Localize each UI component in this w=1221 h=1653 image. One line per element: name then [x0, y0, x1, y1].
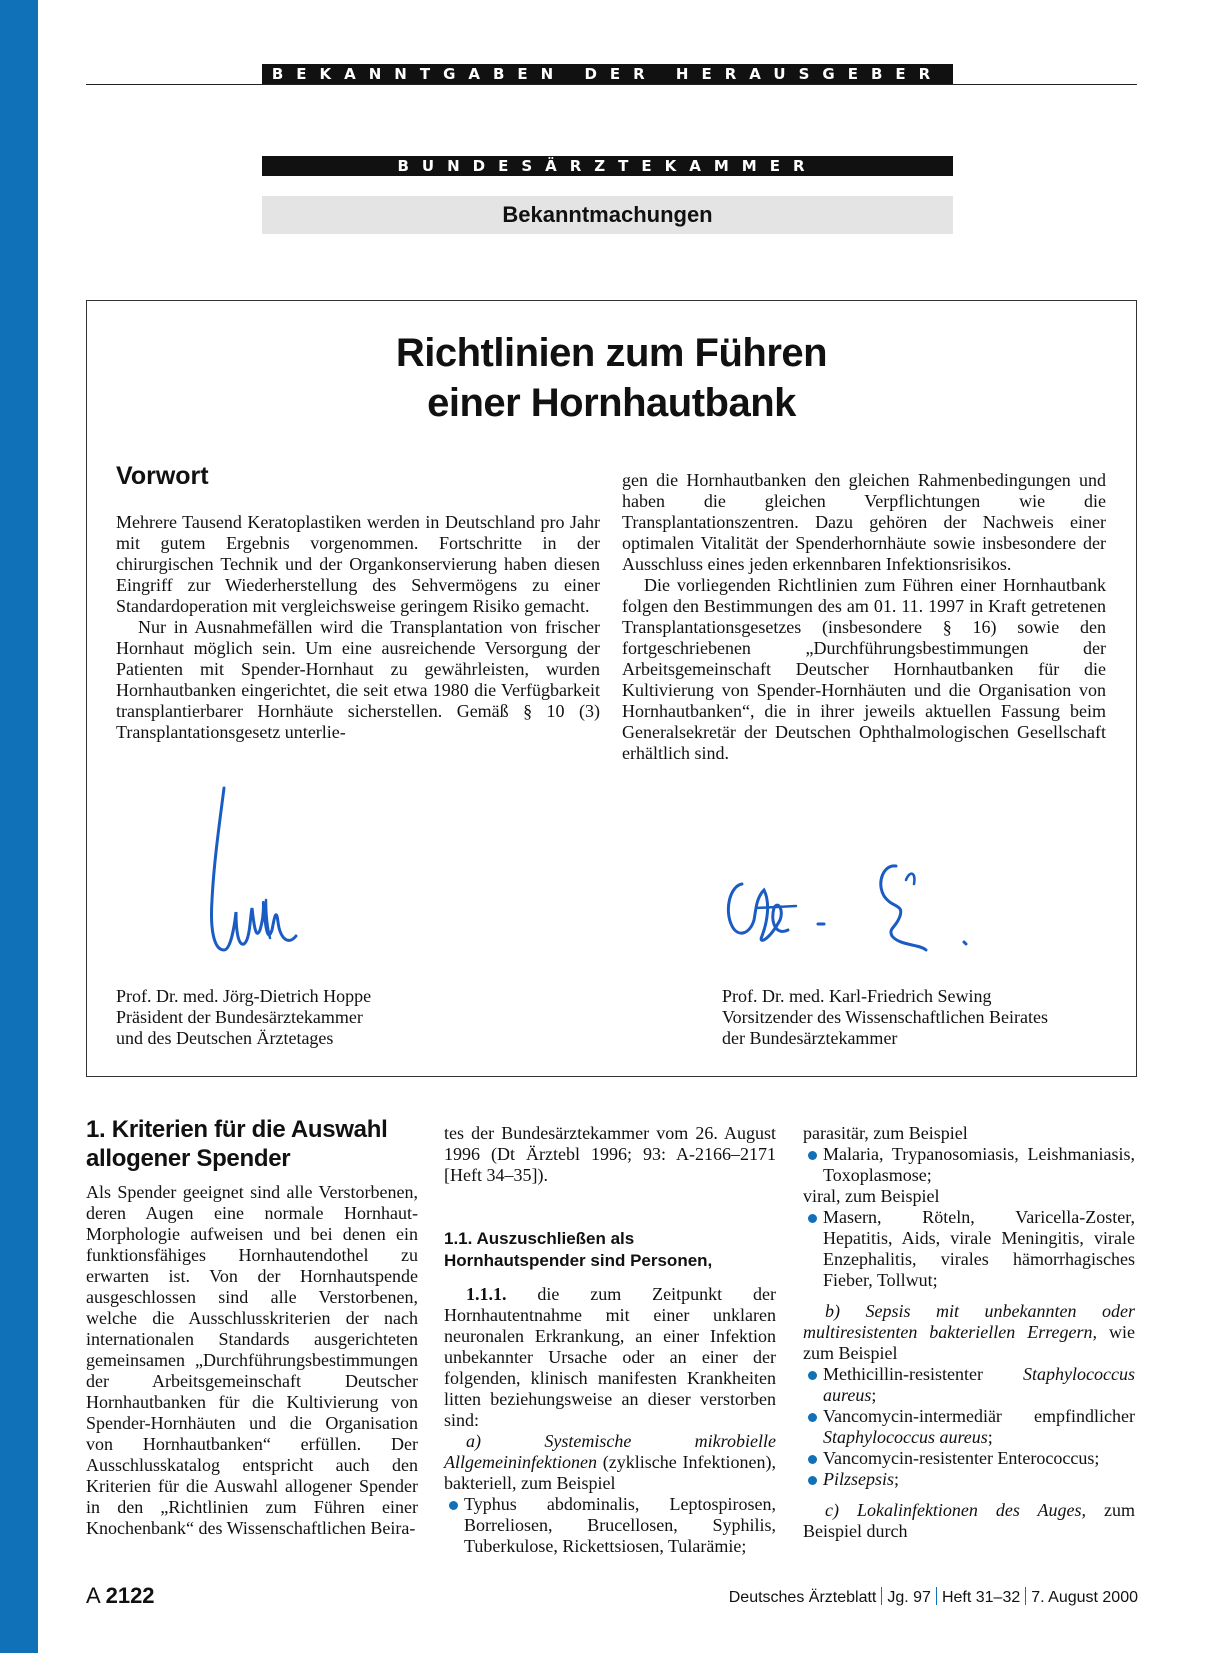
list-item: Vancomycin-resistenter Enterococcus;: [803, 1448, 1135, 1469]
signature-sewing: [720, 850, 980, 960]
preface-paragraph: Die vorliegenden Richtlinien zum Führen einer Hornhautbank folgen den Bestimmungen des am 01. 11. 1997 in Kraft getretenen Transplantationsgesetzes (insbesondere § 16) sowie den fortgeschriebenen „Durchführungsbestimmungen der Arbeitsgemeinschaft Deutscher Hornhautbanken für die Kultivierung von Spender-Hornhäuten und die Organisation von Hornhautbanken“, die in ihrer jeweils aktuellen Fassung beim Generalsekretär der Deutschen Ophthalmologischen Gesellschaft erhältlich sind.: [622, 575, 1106, 763]
body-column-1: [86, 1182, 418, 1539]
bullet-list: [803, 1207, 1135, 1291]
signatory-right: [722, 986, 1048, 1049]
separator: [1025, 1587, 1026, 1605]
item-a: [444, 1431, 776, 1494]
continuation-paragraph: tes der Bundesärztekammer vom 26. August 1996 (Dt Ärztebl 1996; 93: A-2166–2171 [Heft 34–35]).: [444, 1123, 776, 1185]
item-a-label: a) Systemische mikrobielle Allgemeininfektionen: [444, 1431, 776, 1472]
list-item: Masern, Röteln, Varicella-Zoster, Hepatitis, Aids, virale Meningitis, virale Enzephalitis, virales hämorrhagisches Fieber, Tollwut;: [803, 1207, 1135, 1291]
signatory-role: der Bundesärztekammer: [722, 1028, 898, 1048]
signature-hoppe: [200, 780, 340, 960]
body-column-2-items: [444, 1284, 776, 1557]
page-number-value: 2122: [105, 1583, 155, 1608]
item-paragraph: [444, 1284, 776, 1431]
list-item-text: Vancomycin-intermediär empfindlicher: [823, 1406, 1135, 1426]
bullet-list: [803, 1144, 1135, 1186]
preface-column-left: [116, 512, 600, 743]
parasitic-label: parasitär, zum Beispiel: [803, 1123, 968, 1143]
signatory-role: Vorsitzender des Wissenschaftlichen Beirates: [722, 1007, 1049, 1027]
list-item: Methicillin-resistenter Staphylococcus aureus;: [803, 1364, 1135, 1406]
volume: Jg. 97: [887, 1589, 931, 1606]
preface-paragraph: Mehrere Tausend Keratoplastiken werden in Deutschland pro Jahr mit gutem Ergebnis vorgenommen. Fortschritte in der chirurgischen Technik und der Organkonservierung haben diesen Eingriff zur Wiederherstellung des Sehvermögens zu einer Standardoperation mit vergleichsweise geringem Risiko gemacht.: [116, 512, 600, 616]
category-bar: Bekanntmachungen: [262, 196, 953, 234]
preface-paragraph: Nur in Ausnahmefällen wird die Transplantation von frischer Hornhaut möglich sein. Um eine ausreichende Versorgung der Patienten mit Spender-Hornhaut zu gewährleisten, wurden Hornhautbanken eingerichtet, die seit etwa 1980 die Verfügbarkeit transplantierbarer Hornhäute sicherstellen. Gemäß § 10 (3) Transplantationsgesetz unterlie-: [116, 617, 600, 742]
list-item: Vancomycin-intermediär empfindlicher Staphylococcus aureus;: [803, 1406, 1135, 1448]
signatory-role: und des Deutschen Ärztetages: [116, 1028, 334, 1048]
list-item-italic: Pilzsepsis: [823, 1469, 895, 1489]
item-b-rest: wie zum Beispiel: [803, 1322, 1136, 1363]
title-line-1: Richtlinien zum Führen: [395, 331, 828, 375]
page-number: [86, 1583, 155, 1609]
item-c-rest: zum Beispiel durch: [803, 1500, 1135, 1541]
subsection-heading: 1.1. Auszuschließen als Hornhautspender sind Personen,: [444, 1229, 713, 1270]
separator: [881, 1587, 882, 1605]
item-c: [803, 1500, 1135, 1542]
article-title: [86, 328, 1137, 428]
header-rule: [86, 84, 1137, 85]
item-b: [803, 1301, 1135, 1364]
list-item-italic: Staphylococcus aureus: [823, 1427, 988, 1447]
issue: Heft 31–32: [941, 1589, 1021, 1606]
item-b-label: b) Sepsis mit unbekannten oder multiresistenten bakteriellen Erregern,: [803, 1301, 1135, 1342]
journal-name: Deutsches Ärzteblatt: [728, 1589, 877, 1606]
item-number: 1.1.1.: [466, 1284, 507, 1304]
section-heading: 1. Kriterien für die Auswahl allogener Spender: [86, 1116, 388, 1172]
bullet-list: [444, 1494, 776, 1557]
item-text: die zum Zeitpunkt der Hornhautentnahme mit einer unklaren neuronalen Erkrankung, an einer Infektion unbekannter Ursache oder an einer der folgenden, klinisch manifesten Krankheiten litten beziehungsweise an dieser verstorben sind:: [444, 1284, 777, 1430]
preface-heading: Vorwort: [116, 462, 209, 490]
signatory-left: [116, 986, 371, 1049]
org-banner: BUNDESÄRZTEKAMMER: [262, 156, 953, 176]
body-column-3: [803, 1123, 1135, 1542]
title-line-2: einer Hornhautbank: [427, 381, 796, 425]
separator: [936, 1587, 937, 1605]
signatory-role: Präsident der Bundesärztekammer: [116, 1007, 363, 1027]
issue-date: 7. August 2000: [1031, 1589, 1138, 1606]
item-a-rest: (zyklische Infektionen), bakteriell, zum Beispiel: [444, 1452, 777, 1493]
list-item: Pilzsepsis;: [803, 1469, 1135, 1490]
item-c-label: c) Lokalinfektionen des Auges,: [825, 1500, 1087, 1520]
signatory-name: Prof. Dr. med. Jörg-Dietrich Hoppe: [116, 986, 372, 1006]
preface-column-right: [622, 470, 1106, 764]
section-paragraph: Als Spender geeignet sind alle Verstorbenen, deren Augen eine normale Hornhaut-Morphologie aufweisen und bei denen ein funktionsfähiges Hornhautendothel zu erwarten ist. Von der Hornhautspende ausgeschlossen sind alle Verstorbenen, welche die Ausschlusskriterien der nach internationalen Standards ausgerichteten gemeinsamen „Durchführungsbestimmungen der Arbeitsgemeinschaft Deutscher Hornhautbanken für die Kultivierung von Spender-Hornhäuten und die Organisation von Hornhautbanken“ erfüllen. Der Ausschlusskatalog entspricht auch den Kriterien für die Auswahl allogener Spender in den „Richtlinien zum Führen einer Knochenbank“ des Wissenschaftlichen Beira-: [86, 1182, 418, 1538]
list-item: Malaria, Trypanosomiasis, Leishmaniasis, Toxoplasmose;: [803, 1144, 1135, 1186]
list-item: Typhus abdominalis, Leptospirosen, Borreliosen, Brucellosen, Syphilis, Tuberkulose, Rickettsiosen, Tularämie;: [444, 1494, 776, 1557]
preface-paragraph: gen die Hornhautbanken den gleichen Rahmenbedingungen und haben die gleichen Verpflichtungen wie die Transplantationszentren. Dazu gehören der Nachweis einer optimalen Vitalität der Spenderhornhäute sowie insbesondere der Ausschluss eines jeden erkennbaren Infektionsrisikos.: [622, 470, 1106, 574]
list-item-italic: Staphylococcus aureus: [823, 1364, 1135, 1405]
section-banner: BEKANNTGABEN DER HERAUSGEBER: [262, 64, 953, 84]
body-column-2: [444, 1123, 776, 1186]
signatory-name: Prof. Dr. med. Karl-Friedrich Sewing: [722, 986, 992, 1006]
journal-info: [729, 1587, 1138, 1607]
viral-label: viral, zum Beispiel: [803, 1186, 940, 1206]
left-color-bar: [0, 0, 38, 1653]
page-prefix: A: [86, 1583, 100, 1608]
list-item-text: Methicillin-resistenter: [823, 1364, 983, 1384]
bullet-list: [803, 1364, 1135, 1490]
